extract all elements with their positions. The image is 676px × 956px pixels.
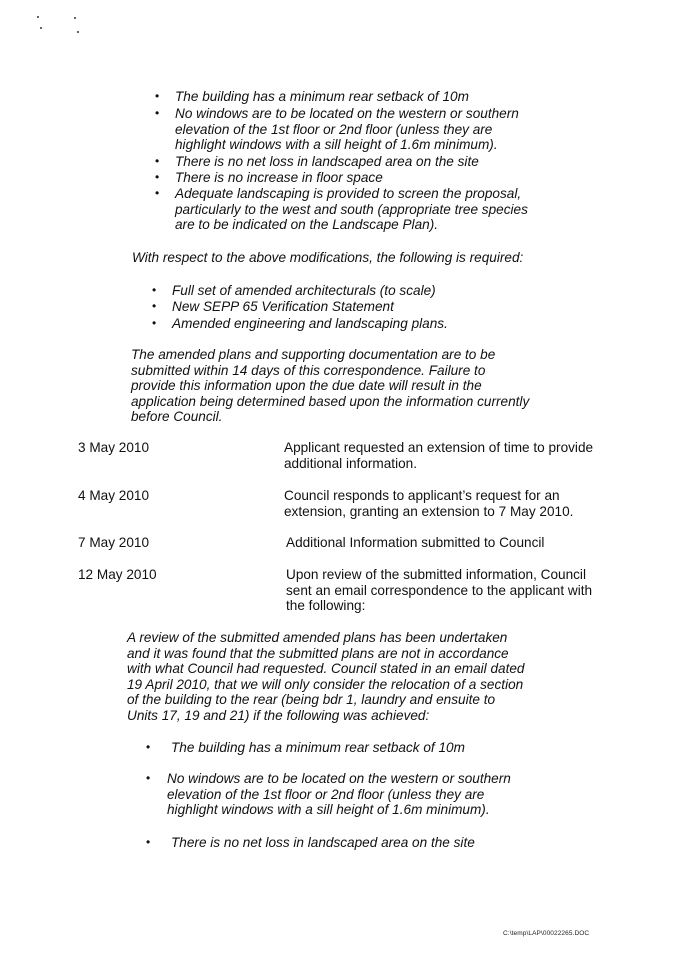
bullet-icon: •	[155, 170, 160, 184]
timeline-date: 12 May 2010	[78, 567, 157, 582]
list-item-text: There is no net loss in landscaped area on the site	[171, 835, 475, 850]
bullet-icon: •	[146, 740, 151, 754]
list-item-text: No windows are to be located on the western or southern elevation of the 1st floor or 2nd floor (unless they are highlight windows with a sill height of 1.6m minimum).	[175, 106, 519, 153]
timeline-entry: Council responds to applicant’s request for an extension, granting an extension to 7 May 2010.	[284, 488, 574, 519]
review-paragraph: A review of the submitted amended plans has been undertaken and it was found that the submitted plans are not in accordance with what Council had requested. Council stated in an email dated 19 April 2010, that we will only consider the relocation of a section of the building to the rear (being bdr 1, laundry and ensuite to Units 17, 19 and 21) if the following was achieved:	[127, 630, 525, 723]
scan-mark	[77, 31, 79, 33]
timeline-entry: Additional Information submitted to Council	[286, 535, 545, 550]
timeline-table	[78, 440, 608, 620]
bullet-icon: •	[155, 106, 160, 120]
timeline-date: 3 May 2010	[78, 440, 150, 455]
list-item-text: There is no net loss in landscaped area on the site	[175, 154, 479, 169]
bullet-icon: •	[155, 154, 160, 168]
list-item-text: No windows are to be located on the western or southern elevation of the 1st floor or 2nd floor (unless they are highlight windows with a sill height of 1.6m minimum).	[167, 771, 511, 818]
submission-paragraph: The amended plans and supporting documentation are to be submitted within 14 days of this correspondence. Failure to provide this information upon the due date will result in the application being determined based upon the information currently before Council.	[131, 347, 530, 425]
timeline-date: 7 May 2010	[78, 535, 150, 550]
list-item-text: Adequate landscaping is provided to screen the proposal, particularly to the west and south (appropriate tree species are to be indicated on the Landscape Plan).	[175, 186, 528, 233]
timeline-date: 4 May 2010	[78, 488, 150, 503]
list-item-text: There is no increase in floor space	[175, 170, 383, 185]
timeline-entry: Upon review of the submitted information, Council sent an email correspondence to the applicant with the following:	[286, 567, 593, 614]
list-item-text: The building has a minimum rear setback of 10m	[171, 740, 465, 755]
list-item-text: New SEPP 65 Verification Statement	[172, 299, 394, 314]
list-item-text: The building has a minimum rear setback of 10m	[175, 89, 469, 104]
bullet-icon: •	[152, 316, 157, 330]
list-item-text: Full set of amended architecturals (to scale)	[172, 283, 436, 298]
bullet-icon: •	[146, 771, 151, 785]
scan-mark	[40, 27, 42, 29]
bullet-icon: •	[155, 186, 160, 200]
bullet-icon: •	[152, 283, 157, 297]
footer-file-path: C:\temp\LAP\00022265.DOC	[503, 930, 590, 937]
bullet-icon: •	[152, 299, 157, 313]
bullet-icon: •	[146, 835, 151, 849]
scan-mark	[74, 17, 76, 19]
scan-mark	[37, 16, 39, 18]
bullet-icon: •	[155, 89, 160, 103]
requirement-intro: With respect to the above modifications, the following is required:	[132, 250, 524, 265]
timeline-entry: Applicant requested an extension of time to provide additional information.	[284, 440, 594, 471]
list-item-text: Amended engineering and landscaping plans.	[172, 316, 448, 331]
